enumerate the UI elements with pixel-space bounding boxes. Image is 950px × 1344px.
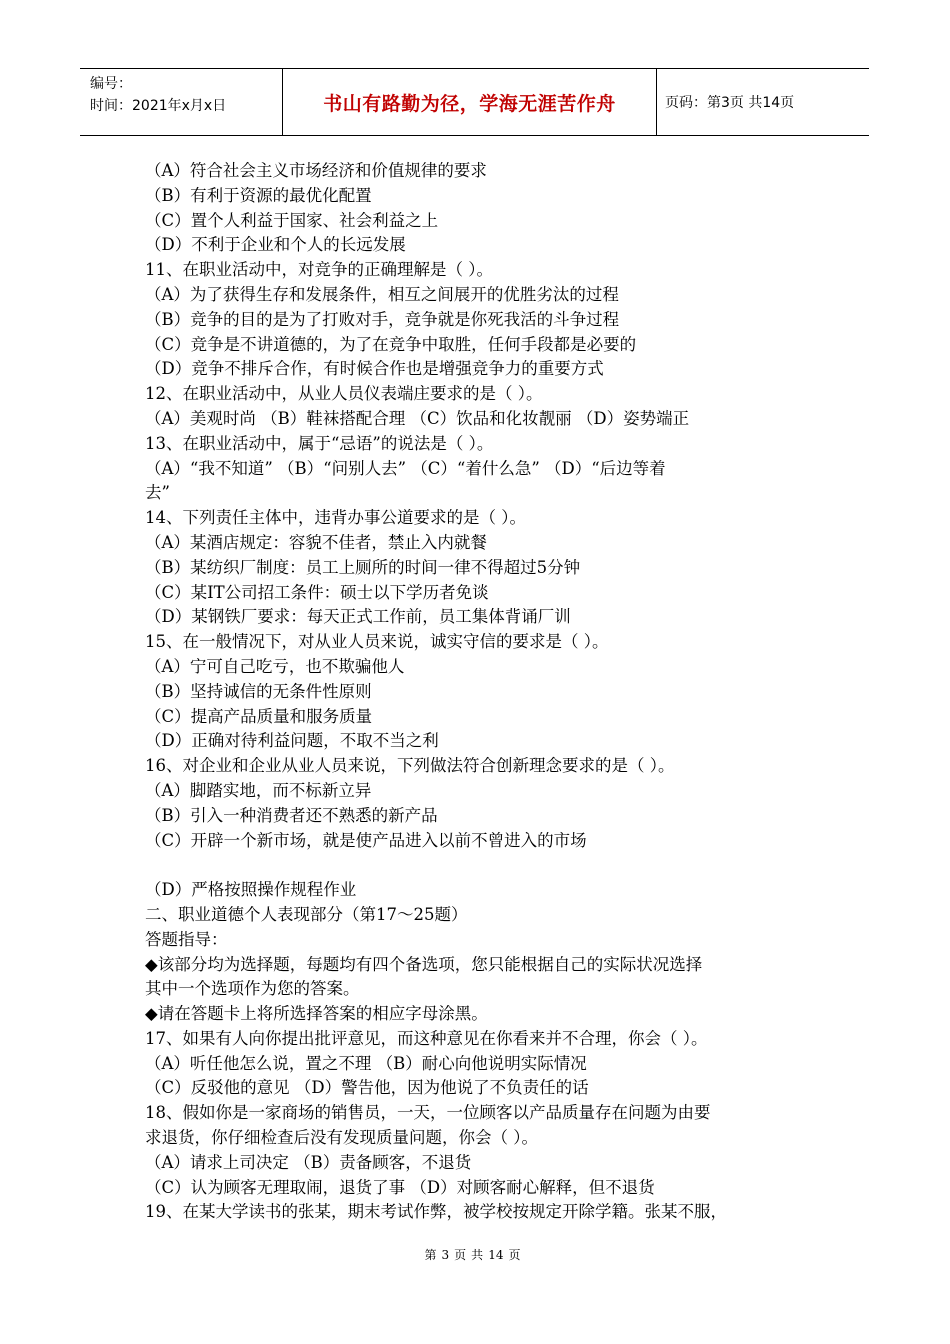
text-line: 13、在职业活动中，属于“忌语”的说法是（ ）。	[145, 433, 494, 453]
text-line: （A）为了获得生存和发展条件，相互之间展开的优胜劣汰的过程	[145, 284, 619, 304]
footer-total-unit: 页	[508, 1248, 521, 1262]
page-header	[80, 68, 869, 136]
text-line: （A）请求上司决定 （B）责备顾客，不退货	[145, 1152, 472, 1172]
text-line: 求退货，你仔细检查后没有发现质量问题，你会（ ）。	[145, 1128, 538, 1148]
text-line: 19、在某大学读书的张某，期末考试作弊，被学校按规定开除学籍。张某不服，	[145, 1202, 727, 1222]
header-page-code: 页码：第3页 共14页	[665, 95, 795, 111]
text-line: （D）严格按照操作规程作业	[145, 880, 357, 900]
text-line: ◆该部分均为选择题，每题均有四个备选项，您只能根据自己的实际状况选择	[145, 954, 703, 974]
text-line: （A）听任他怎么说，置之不理 （B）耐心向他说明实际情况	[145, 1053, 587, 1073]
text-line: 其中一个选项作为您的答案。	[145, 979, 360, 999]
time-label: 时间：2021年x月x日	[90, 98, 227, 114]
text-line: 12、在职业活动中，从业人员仪表端庄要求的是（ ）。	[145, 384, 543, 404]
text-line: ◆请在答题卡上将所选择答案的相应字母涂黑。	[145, 1004, 488, 1024]
text-line: （B）引入一种消费者还不熟悉的新产品	[145, 805, 438, 825]
text-line: （B）某纺织厂制度：员工上厕所的时间一律不得超过5分钟	[145, 557, 581, 577]
serial-label: 编号：	[90, 76, 132, 92]
text-line: （B）有利于资源的最优化配置	[145, 185, 372, 205]
text-line: 15、在一般情况下，对从业人员来说，诚实守信的要求是（ ）。	[145, 632, 609, 652]
footer-total-number: 14	[488, 1248, 504, 1262]
text-line: （D）不利于企业和个人的长远发展	[145, 235, 406, 255]
text-line: （A）“我不知道” （B）“问别人去” （C）“着什么急” （D）“后边等着	[145, 458, 666, 478]
text-line: （D）竞争不排斥合作，有时候合作也是增强竞争力的重要方式	[145, 359, 604, 379]
page-footer	[0, 1246, 950, 1263]
text-line: （C）开辟一个新市场，就是使产品进入以前不曾进入的市场	[145, 830, 587, 850]
text-line: （B）竞争的目的是为了打败对手，竞争就是你死我活的斗争过程	[145, 309, 620, 329]
text-line: 二、职业道德个人表现部分（第17～25题）	[145, 904, 468, 924]
footer-page-unit: 页	[454, 1248, 467, 1262]
text-line: （C）某IT公司招工条件：硕士以下学历者免谈	[145, 582, 489, 602]
footer-page-word: 第	[424, 1248, 437, 1262]
text-line: （A）宁可自己吃亏，也不欺骗他人	[145, 656, 405, 676]
text-line: （C）反驳他的意见 （D）警告他，因为他说了不负责任的话	[145, 1078, 589, 1098]
text-line: 16、对企业和企业从业人员来说，下列做法符合创新理念要求的是（ ）。	[145, 756, 675, 776]
text-line: 11、在职业活动中，对竞争的正确理解是（ ）。	[145, 260, 493, 280]
header-page-cell	[657, 69, 869, 135]
header-meta-cell	[80, 69, 283, 135]
text-line: （B）坚持诚信的无条件性原则	[145, 681, 372, 701]
header-motto: 书山有路勤为径，学海无涯苦作舟	[323, 92, 616, 115]
text-line: （C）置个人利益于国家、社会利益之上	[145, 210, 439, 230]
text-line: （A）符合社会主义市场经济和价值规律的要求	[145, 161, 487, 180]
text-line: （C）竞争是不讲道德的，为了在竞争中取胜，任何手段都是必要的	[145, 334, 637, 354]
text-line: 答题指导：	[145, 929, 228, 949]
text-line: （A）美观时尚 （B）鞋袜搭配合理 （C）饮品和化妆靓丽 （D）姿势端正	[145, 408, 690, 428]
text-line: （C）认为顾客无理取闹，退货了事 （D）对顾客耐心解释，但不退货	[145, 1177, 655, 1197]
text-line: （D）某钢铁厂要求：每天正式工作前，员工集体背诵厂训	[145, 607, 571, 627]
text-line: （D）正确对待利益问题，不取不当之利	[145, 731, 439, 751]
text-line: （A）某酒店规定：容貌不佳者，禁止入内就餐	[145, 532, 487, 552]
text-line: 17、如果有人向你提出批评意见，而这种意见在你看来并不合理，你会（ ）。	[145, 1028, 708, 1048]
footer-total-word: 共	[471, 1248, 484, 1262]
header-motto-cell	[283, 69, 657, 135]
text-line: （C）提高产品质量和服务质量	[145, 706, 373, 726]
text-line: 14、下列责任主体中，违背办事公道要求的是（ ）。	[145, 508, 526, 528]
text-line: 去”	[145, 483, 170, 503]
document-body	[145, 159, 807, 1225]
text-line	[145, 853, 807, 878]
text-line: （A）脚踏实地，而不标新立异	[145, 780, 372, 800]
text-line: 18、假如你是一家商场的销售员，一天，一位顾客以产品质量存在问题为由要	[145, 1103, 711, 1123]
footer-page-number: 3	[441, 1248, 450, 1262]
